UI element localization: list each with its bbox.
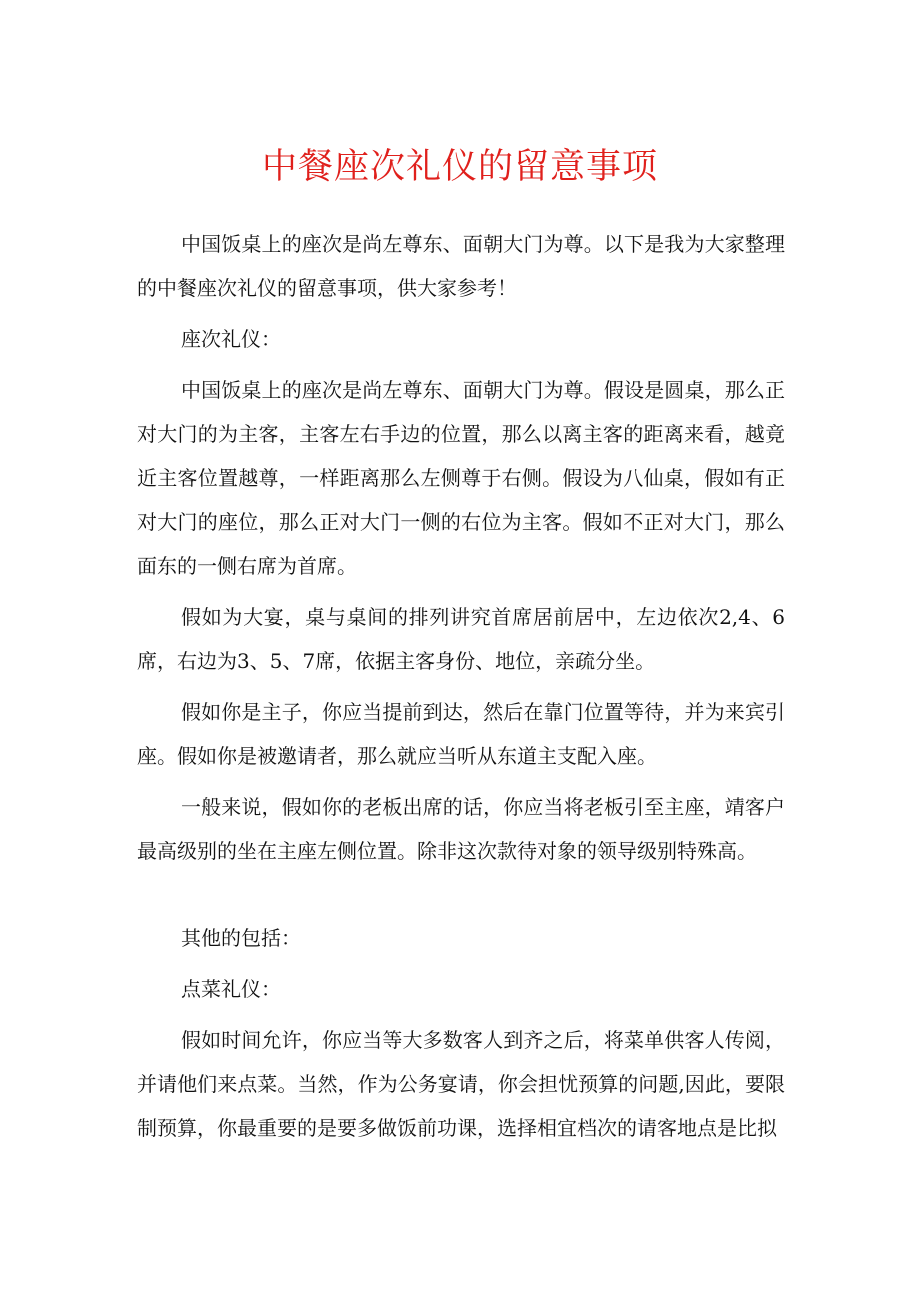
paragraph-spacer [137,880,785,916]
paragraph-ordering: 假如时间允许，你应当等大多数客人到齐之后，将菜单供客人传阅，并请他们来点菜。当然，作为公务宴请，你会担忧预算的问题,因此，要限制预算，你最重要的是要多做饭前功课，选择相宜档次的请客地点是比拟 [137,1028,785,1140]
document-body [137,222,785,1157]
section-heading-others: 其他的包括： [181,926,301,950]
paragraph-intro: 中国饭桌上的座次是尚左尊东、面朝大门为尊。以下是我为大家整理的中餐座次礼仪的留意事项，供大家参考！ [137,232,785,300]
paragraph-boss: 一般来说，假如你的老板出席的话，你应当将老板引至主座，靖客户最高级别的坐在主座左侧位置。除非这次款待对象的领导级别特殊高。 [137,795,785,863]
paragraph-host: 假如你是主子，你应当提前到达，然后在靠门位置等待，并为来宾引座。假如你是被邀请者，那么就应当听从东道主支配入座。 [137,700,785,768]
section-heading-seating: 座次礼仪： [181,327,281,351]
paragraph-banquet: 假如为大宴，桌与桌间的排列讲究首席居前居中，左边依次2,4、6席，右边为3、5、7席，依据主客身份、地位，亲疏分坐。 [137,605,785,673]
paragraph-seating-rules: 中国饭桌上的座次是尚左尊东、面朝大门为尊。假设是圆桌，那么正对大门的为主客，主客左右手边的位置，那么以离主客的距离来看，越竟近主客位置越尊，一样距离那么左侧尊于右侧。假设为八仙桌，假如有正对大门的座位，那么正对大门一侧的右位为主客。假如不正对大门，那么面东的一侧右席为首席。 [137,378,785,578]
section-heading-ordering: 点菜礼仪： [181,977,281,1001]
document-title: 中餐座次礼仪的留意事项 [261,147,658,187]
